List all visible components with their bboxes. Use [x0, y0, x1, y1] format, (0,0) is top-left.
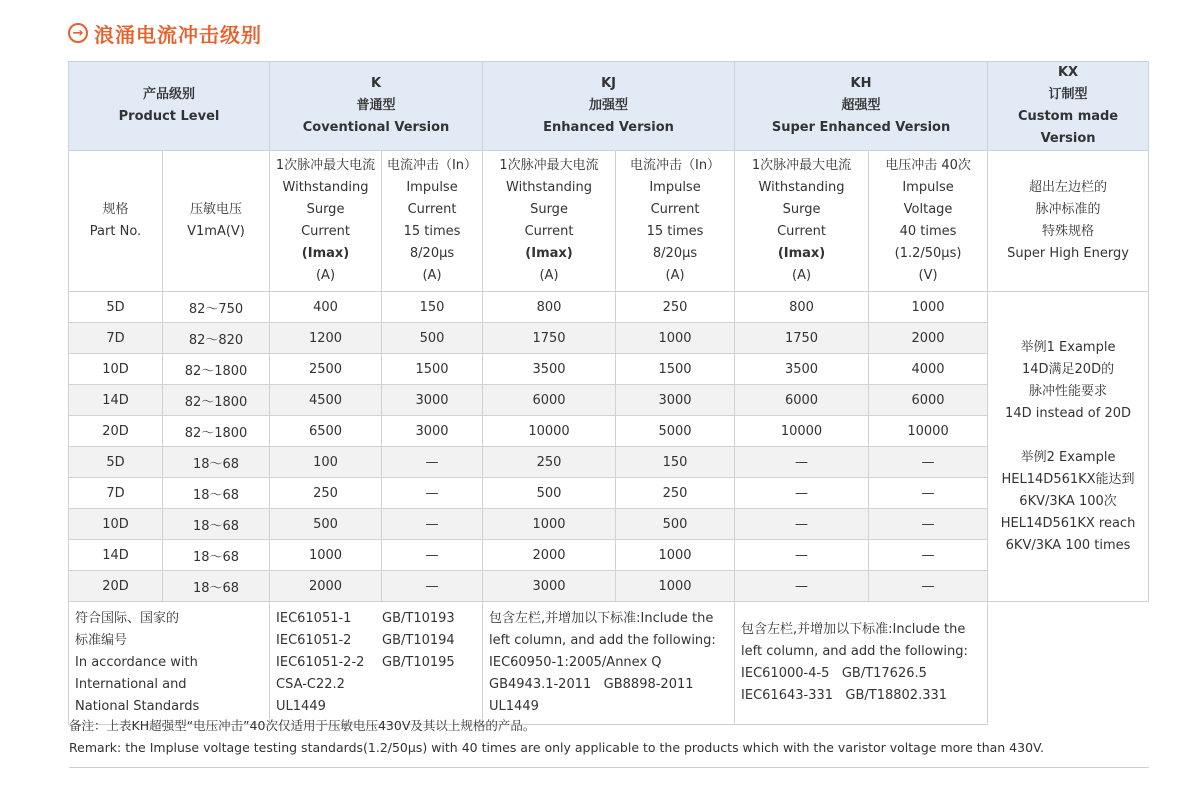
header-product-level: 产品级别 Product Level — [69, 62, 270, 151]
remarks — [69, 715, 1044, 759]
cell-value: 150 — [616, 447, 735, 478]
cell-value: 4000 — [869, 354, 988, 385]
cell-value: 2000 — [869, 323, 988, 354]
cell-value: — — [382, 447, 483, 478]
col-k-impulse-current: 电流冲击（In） Impulse Current 15 times 8/20μs (A) — [382, 151, 483, 292]
cell-value: 500 — [382, 323, 483, 354]
standards-kh: 包含左栏,并增加以下标准:Include the left column, and add the following: IEC61000-4-5 GB/T17626.5 IEC61643-331 GB/T18802.331 — [735, 602, 988, 725]
cell-value: 5000 — [616, 416, 735, 447]
col-kj-withstanding: 1次脉冲最大电流 Withstanding Surge Current (Imax) (A) — [483, 151, 616, 292]
cell-value: — — [735, 447, 869, 478]
custom-example-line: 脉冲性能要求 — [1029, 383, 1108, 399]
cell-value: 1750 — [483, 323, 616, 354]
standards-kj: 包含左栏,并增加以下标准:Include the left column, and add the following: IEC60950-1:2005/Annex Q GB4943.1-2011 GB8898-2011 UL1449 — [483, 602, 735, 725]
cell-value: — — [869, 509, 988, 540]
arrow-right-circle-icon: → — [68, 23, 88, 43]
header-group-kj: KJ 加强型 Enhanced Version — [483, 62, 735, 151]
cell-value: 1000 — [616, 540, 735, 571]
cell-value: 10000 — [483, 416, 616, 447]
cell-part-no: 5D — [69, 292, 163, 323]
header-group-kx: KX 订制型 Custom made Version — [988, 62, 1149, 151]
table-row — [69, 447, 1149, 478]
cell-voltage: 82～820 — [163, 323, 270, 354]
page-title: 浪涌电流冲击级别 — [94, 22, 262, 47]
cell-value: — — [735, 571, 869, 602]
cell-value: 250 — [483, 447, 616, 478]
cell-value: — — [869, 571, 988, 602]
cell-value: 6000 — [735, 385, 869, 416]
cell-value: 3000 — [382, 385, 483, 416]
custom-example-line: HEL14D561KX能达到 — [1001, 471, 1135, 487]
table-row — [69, 571, 1149, 602]
cell-part-no: 7D — [69, 478, 163, 509]
header-group-k: K 普通型 Coventional Version — [270, 62, 483, 151]
col-kh-impulse-voltage: 电压冲击 40次 Impulse Voltage 40 times (1.2/50μs) (V) — [869, 151, 988, 292]
cell-value: 1500 — [382, 354, 483, 385]
cell-value: 100 — [270, 447, 382, 478]
cell-value: — — [382, 540, 483, 571]
cell-value: — — [382, 478, 483, 509]
standards-row — [69, 602, 1149, 725]
table-row — [69, 509, 1149, 540]
cell-part-no: 5D — [69, 447, 163, 478]
cell-value: — — [735, 540, 869, 571]
cell-value: 250 — [616, 292, 735, 323]
table-row — [69, 292, 1149, 323]
section-title — [68, 18, 262, 48]
col-kx-custom: 超出左边栏的 脉冲标准的 特殊规格 Super High Energy — [988, 151, 1149, 292]
custom-example-line: 举例2 Example — [1020, 449, 1116, 465]
standards-k: IEC61051-1 GB/T10193 IEC61051-2 GB/T10194 IEC61051-2-2 GB/T10195 CSA-C22.2 UL1449 — [270, 602, 483, 725]
cell-value: 3000 — [483, 571, 616, 602]
cell-value: 2000 — [483, 540, 616, 571]
surge-level-table — [68, 61, 1149, 725]
col-kh-withstanding: 1次脉冲最大电流 Withstanding Surge Current (Imax) (A) — [735, 151, 869, 292]
cell-voltage: 82～1800 — [163, 385, 270, 416]
cell-voltage: 82～1800 — [163, 354, 270, 385]
table-row — [69, 540, 1149, 571]
cell-part-no: 20D — [69, 571, 163, 602]
cell-part-no: 10D — [69, 509, 163, 540]
cell-value: 1200 — [270, 323, 382, 354]
cell-value: 800 — [735, 292, 869, 323]
cell-voltage: 18～68 — [163, 571, 270, 602]
cell-value: 3000 — [382, 416, 483, 447]
cell-value: 4500 — [270, 385, 382, 416]
custom-example-line: 6KV/3KA 100次 — [1019, 493, 1117, 509]
col-part-no: 规格 Part No. — [69, 151, 163, 292]
cell-value: 500 — [616, 509, 735, 540]
cell-value: 250 — [616, 478, 735, 509]
cell-part-no: 20D — [69, 416, 163, 447]
cell-value: 10000 — [735, 416, 869, 447]
col-k-withstanding: 1次脉冲最大电流 Withstanding Surge Current (Imax) (A) — [270, 151, 382, 292]
custom-example-line: 6KV/3KA 100 times — [1005, 537, 1131, 553]
bottom-divider — [69, 767, 1149, 768]
custom-example-line: HEL14D561KX reach — [1000, 515, 1136, 531]
cell-value: 1500 — [616, 354, 735, 385]
cell-part-no: 10D — [69, 354, 163, 385]
subheader-row — [69, 151, 1149, 292]
table-row — [69, 478, 1149, 509]
cell-value: 1000 — [483, 509, 616, 540]
cell-value: 1000 — [616, 571, 735, 602]
cell-value: — — [735, 509, 869, 540]
cell-value: 6500 — [270, 416, 382, 447]
cell-value: 6000 — [483, 385, 616, 416]
cell-voltage: 82～750 — [163, 292, 270, 323]
custom-examples — [988, 292, 1149, 602]
cell-value: — — [869, 447, 988, 478]
cell-voltage: 18～68 — [163, 509, 270, 540]
col-kj-impulse-current: 电流冲击（In） Impulse Current 15 times 8/20μs (A) — [616, 151, 735, 292]
cell-value: 500 — [270, 509, 382, 540]
cell-voltage: 18～68 — [163, 447, 270, 478]
remark-cn: 备注：上表KH超强型“电压冲击”40次仅适用于压敏电压430V及其以上规格的产品。 — [69, 718, 536, 733]
table-row — [69, 323, 1149, 354]
cell-value: 2000 — [270, 571, 382, 602]
cell-value: 6000 — [869, 385, 988, 416]
cell-value: — — [382, 509, 483, 540]
cell-value: 2500 — [270, 354, 382, 385]
cell-part-no: 14D — [69, 385, 163, 416]
custom-example-line: 举例1 Example — [1020, 339, 1116, 355]
cell-value: 1000 — [270, 540, 382, 571]
cell-value: — — [382, 571, 483, 602]
cell-value: 1000 — [616, 323, 735, 354]
cell-value: — — [735, 478, 869, 509]
cell-voltage: 82～1800 — [163, 416, 270, 447]
custom-example-line — [991, 425, 1145, 447]
cell-value: — — [869, 478, 988, 509]
cell-value: 400 — [270, 292, 382, 323]
cell-value: 3000 — [616, 385, 735, 416]
header-row — [69, 62, 1149, 151]
cell-value: 3500 — [735, 354, 869, 385]
cell-value: 10000 — [869, 416, 988, 447]
cell-value: 150 — [382, 292, 483, 323]
header-group-kh: KH 超强型 Super Enhanced Version — [735, 62, 988, 151]
cell-value: 1000 — [869, 292, 988, 323]
cell-value: 1750 — [735, 323, 869, 354]
cell-value: 500 — [483, 478, 616, 509]
custom-example-line: 14D instead of 20D — [1005, 405, 1132, 421]
table-row — [69, 354, 1149, 385]
cell-part-no: 7D — [69, 323, 163, 354]
cell-voltage: 18～68 — [163, 540, 270, 571]
remark-en: Remark: the Impluse voltage testing standards(1.2/50μs) with 40 times are only applicable to the products which with the varistor voltage more than 430V. — [69, 740, 1044, 755]
table-row — [69, 385, 1149, 416]
col-voltage: 压敏电压 V1mA(V) — [163, 151, 270, 292]
cell-voltage: 18～68 — [163, 478, 270, 509]
cell-value: 800 — [483, 292, 616, 323]
cell-part-no: 14D — [69, 540, 163, 571]
cell-value: 250 — [270, 478, 382, 509]
table-row — [69, 416, 1149, 447]
custom-example-line: 14D满足20D的 — [1021, 361, 1115, 377]
standards-label: 符合国际、国家的 标准编号 In accordance with International and National Standards — [69, 602, 270, 725]
cell-value: 3500 — [483, 354, 616, 385]
cell-value: — — [869, 540, 988, 571]
